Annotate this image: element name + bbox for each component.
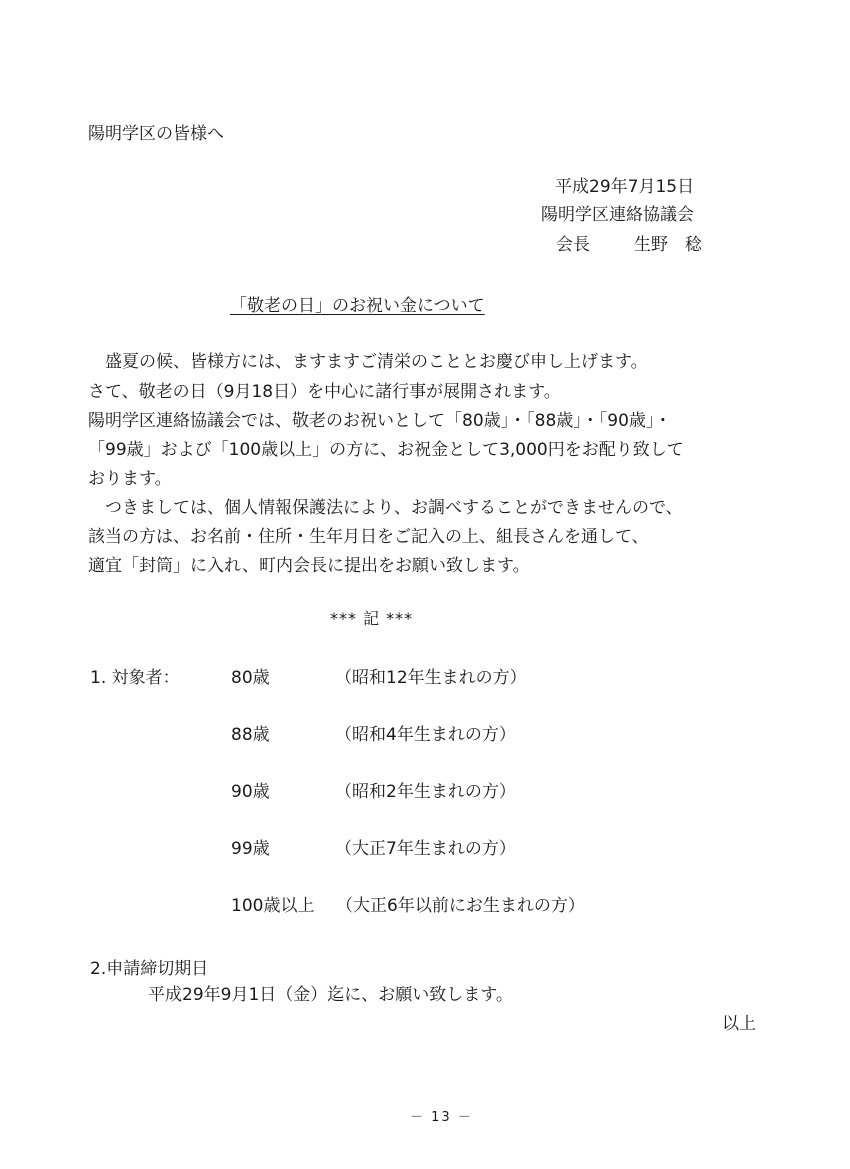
target-desc-3: （昭和2年生まれの方）: [335, 782, 516, 802]
target-label: 1. 対象者：: [90, 668, 180, 688]
target-desc-2: （昭和4年生まれの方）: [335, 725, 516, 745]
signer-title: 会長: [556, 235, 590, 255]
target-age-5: 100歳以上: [231, 896, 315, 916]
target-age-3: 90歳: [231, 782, 270, 802]
organization-name: 陽明学区連絡協議会: [541, 205, 694, 225]
deadline-label: 2.申請締切期日: [90, 959, 209, 979]
signer-name: 生野 稔: [634, 235, 702, 255]
body-line-4: 「99歳」および「100歳以上」の方に、お祝金として3,000円をお配り致して: [88, 440, 684, 460]
target-age-2: 88歳: [231, 725, 270, 745]
closing-mark: 以上: [722, 1014, 756, 1034]
body-line-2: さて、敬老の日（9月18日）を中心に諸行事が展開されます。: [88, 382, 561, 402]
body-line-1: 盛夏の候、皆様方には、ますますご清栄のこととお慶び申し上げます。: [88, 352, 648, 372]
kigo-heading: *** 記 ***: [330, 609, 414, 628]
body-line-8: 適宜「封筒」に入れ、町内会長に提出をお願い致します。: [88, 556, 530, 576]
body-line-6: つきましては、個人情報保護法により、お調べすることができませんので、: [88, 498, 683, 518]
issue-date: 平成29年7月15日: [555, 177, 695, 197]
body-line-7: 該当の方は、お名前・住所・生年月日をご記入の上、組長さんを通して、: [88, 527, 649, 547]
body-line-5: おります。: [88, 469, 172, 489]
target-desc-1: （昭和12年生まれの方）: [335, 668, 527, 688]
target-age-1: 80歳: [231, 668, 270, 688]
document-title: 「敬老の日」のお祝い金について: [230, 296, 485, 316]
target-age-4: 99歳: [231, 839, 270, 859]
deadline-text: 平成29年9月1日（金）迄に、お願い致します。: [148, 985, 513, 1005]
target-desc-4: （大正7年生まれの方）: [335, 839, 516, 859]
recipient-line: 陽明学区の皆様へ: [88, 124, 224, 144]
body-line-3: 陽明学区連絡協議会では、敬老のお祝いとして「80歳」・「88歳」・「90歳」・: [88, 411, 672, 431]
page-number: － 13 －: [410, 1110, 473, 1125]
signer-line: [556, 235, 702, 255]
target-desc-5: （大正6年以前にお生まれの方）: [336, 896, 585, 916]
